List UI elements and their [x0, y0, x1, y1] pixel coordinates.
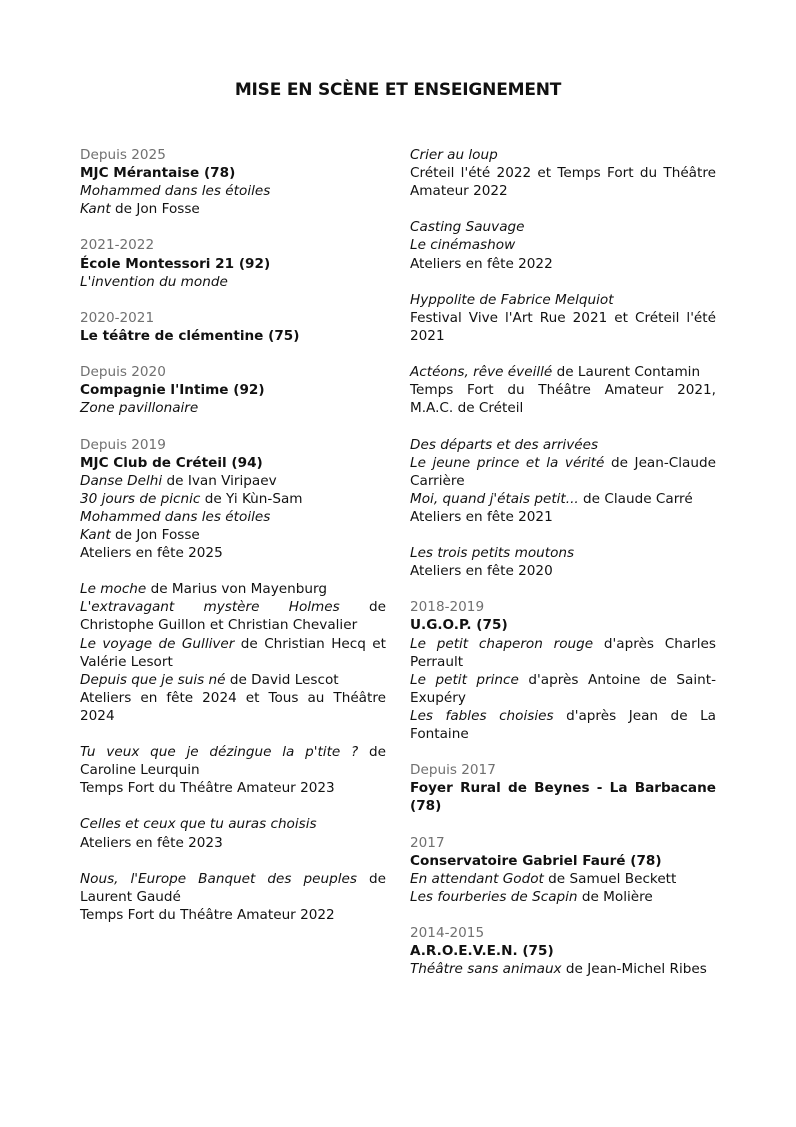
entry-hyppolite	[410, 291, 716, 345]
entry-date: 2014-2015	[410, 925, 485, 942]
left-column	[80, 146, 386, 942]
entry-work: Mohammed dans les étoiles	[80, 508, 271, 525]
entry-date: 2018-2019	[410, 599, 485, 616]
work-title: L'extravagant mystère Holmes	[80, 599, 340, 616]
entry-institution: U.G.O.P. (75)	[410, 617, 508, 634]
entry-institution: Foyer Rural de Beynes - La Barbacane (78)	[410, 780, 716, 815]
work-author: de Christian Hecq et Valérie Lesort	[80, 635, 386, 670]
work-author: de Jon Fosse	[110, 201, 200, 218]
entry-work	[80, 635, 386, 671]
entry-work	[80, 490, 386, 508]
entry-work	[410, 671, 716, 707]
work-title: Nous, l'Europe Banquet des peuples	[80, 870, 357, 887]
work-title: Moi, quand j'étais petit...	[410, 490, 579, 507]
entry-moutons	[410, 544, 716, 580]
entry-work: Casting Sauvage	[410, 219, 525, 236]
entry-institution: MJC Mérantaise (78)	[80, 165, 236, 182]
work-author: de Yi Kùn-Sam	[200, 490, 303, 507]
work-title: Kant	[80, 526, 111, 543]
entry-work: L'invention du monde	[80, 273, 228, 290]
entry-work: Le cinémashow	[410, 237, 516, 254]
work-title: Danse Delhi	[80, 472, 163, 489]
entry-work	[80, 743, 386, 779]
work-author: de Christophe Guillon et Christian Chevalier	[80, 599, 386, 634]
entry-institution: Conservatoire Gabriel Fauré (78)	[410, 852, 662, 869]
work-title: En attendant Godot	[410, 870, 544, 887]
entry-crier-au-loup	[410, 146, 716, 200]
entry-event: Festival Vive l'Art Rue 2021 et Créteil l'été 2021	[410, 309, 716, 344]
entry-event: Ateliers en fête 2021	[410, 508, 553, 525]
entry-casting	[410, 218, 716, 272]
right-column	[410, 146, 716, 996]
entry-work	[80, 580, 386, 598]
entry-event: Ateliers en fête 2025	[80, 545, 223, 562]
entry-event: Ateliers en fête 2024 et Tous au Théâtre 2024	[80, 689, 386, 724]
work-author: de Claude Carré	[578, 490, 693, 507]
entry-event: Ateliers en fête 2022	[410, 255, 553, 272]
entry-dezingue	[80, 743, 386, 797]
work-author: de Laurent Gaudé	[80, 870, 386, 905]
entry-event: Ateliers en fête 2023	[80, 834, 223, 851]
entry-acteons	[410, 363, 716, 417]
entry-institution: A.R.O.E.V.E.N. (75)	[410, 943, 554, 960]
entry-work: Hyppolite de Fabrice Melquiot	[410, 291, 614, 308]
work-author: de Caroline Leurquin	[80, 744, 386, 779]
work-author: de Marius von Mayenburg	[146, 581, 327, 598]
entry-date: Depuis 2025	[80, 147, 166, 163]
work-author: de Ivan Viripaev	[162, 472, 277, 489]
entry-work	[80, 598, 386, 634]
work-author: de David Lescot	[225, 671, 339, 688]
entry-event: Temps Fort du Théâtre Amateur 2022	[80, 906, 335, 923]
entry-work	[410, 960, 716, 978]
entry-event: Créteil l'été 2022 et Temps Fort du Théâtre Amateur 2022	[410, 165, 716, 200]
entry-date: 2021-2022	[80, 237, 155, 254]
page-title: MISE EN SCÈNE ET ENSEIGNEMENT	[234, 80, 562, 100]
entry-celles	[80, 815, 386, 851]
work-author: de Jean-Claude Carrière	[410, 454, 716, 489]
work-title: Depuis que je suis né	[80, 671, 226, 688]
entry-date: Depuis 2017	[410, 762, 496, 779]
entry-work	[410, 870, 716, 888]
entry-work	[80, 870, 386, 906]
entry-work	[80, 472, 386, 490]
entry-work: Crier au loup	[410, 147, 498, 163]
work-title: Le voyage de Gulliver	[80, 635, 235, 652]
work-author: d'après Antoine de Saint-Exupéry	[410, 671, 716, 706]
entry-event: Temps Fort du Théâtre Amateur 2021, M.A.C. de Créteil	[410, 382, 716, 417]
work-title: Le petit chaperon rouge	[410, 635, 594, 652]
work-title: Le petit prince	[410, 671, 519, 688]
work-title: Le moche	[80, 581, 147, 598]
entry-event: Ateliers en fête 2020	[410, 563, 553, 580]
entry-institution: Compagnie l'Intime (92)	[80, 382, 265, 399]
entry-mjc-merantaise	[80, 146, 386, 218]
entry-montessori	[80, 236, 386, 290]
entry-clementine	[80, 309, 386, 345]
entry-date: Depuis 2019	[80, 436, 166, 453]
entry-work	[410, 363, 716, 381]
work-author: de Laurent Contamin	[552, 364, 701, 381]
work-author: de Jean-Michel Ribes	[561, 961, 707, 978]
entry-date: Depuis 2020	[80, 364, 166, 381]
entry-event: Temps Fort du Théâtre Amateur 2023	[80, 780, 335, 797]
entry-work: Celles et ceux que tu auras choisis	[80, 816, 317, 833]
entry-ugop	[410, 598, 716, 743]
work-author: de Molière	[577, 888, 653, 905]
entry-work: Les trois petits moutons	[410, 545, 575, 562]
work-title: Les fourberies de Scapin	[410, 888, 578, 905]
entry-date: 2017	[410, 834, 445, 851]
work-author: de Jon Fosse	[110, 526, 200, 543]
entry-work	[410, 635, 716, 671]
work-title: Théâtre sans animaux	[410, 961, 562, 978]
entry-institution: MJC Club de Créteil (94)	[80, 454, 263, 471]
entry-creteil	[80, 436, 386, 563]
entry-faure	[410, 834, 716, 906]
entry-institution: Le téâtre de clémentine (75)	[80, 327, 300, 344]
entry-work: Zone pavillonaire	[80, 400, 199, 417]
entry-institution: École Montessori 21 (92)	[80, 255, 271, 272]
entry-date: 2020-2021	[80, 309, 155, 326]
entry-beynes	[410, 761, 716, 815]
work-title: Les fables choisies	[410, 707, 554, 724]
entry-work	[80, 526, 386, 544]
entry-aroeven	[410, 924, 716, 978]
work-title: Tu veux que je dézingue la p'tite ?	[80, 744, 359, 761]
work-title: Le jeune prince et la vérité	[410, 454, 605, 471]
entry-europe	[80, 870, 386, 924]
work-title: Actéons, rêve éveillé	[410, 364, 553, 381]
entry-work	[410, 888, 716, 906]
entry-work	[80, 200, 386, 218]
entry-work: Des départs et des arrivées	[410, 436, 599, 453]
work-title: 30 jours de picnic	[80, 490, 201, 507]
work-title: Kant	[80, 201, 111, 218]
work-author: d'après Charles Perrault	[410, 635, 716, 670]
entry-work	[410, 454, 716, 490]
entry-work	[410, 707, 716, 743]
entry-work	[410, 490, 716, 508]
work-author: de Samuel Beckett	[543, 870, 677, 887]
entry-departs	[410, 436, 716, 526]
entry-work: Mohammed dans les étoiles	[80, 183, 271, 200]
entry-moche	[80, 580, 386, 725]
entry-work	[80, 671, 386, 689]
entry-intime	[80, 363, 386, 417]
work-author: d'après Jean de La Fontaine	[410, 707, 716, 742]
